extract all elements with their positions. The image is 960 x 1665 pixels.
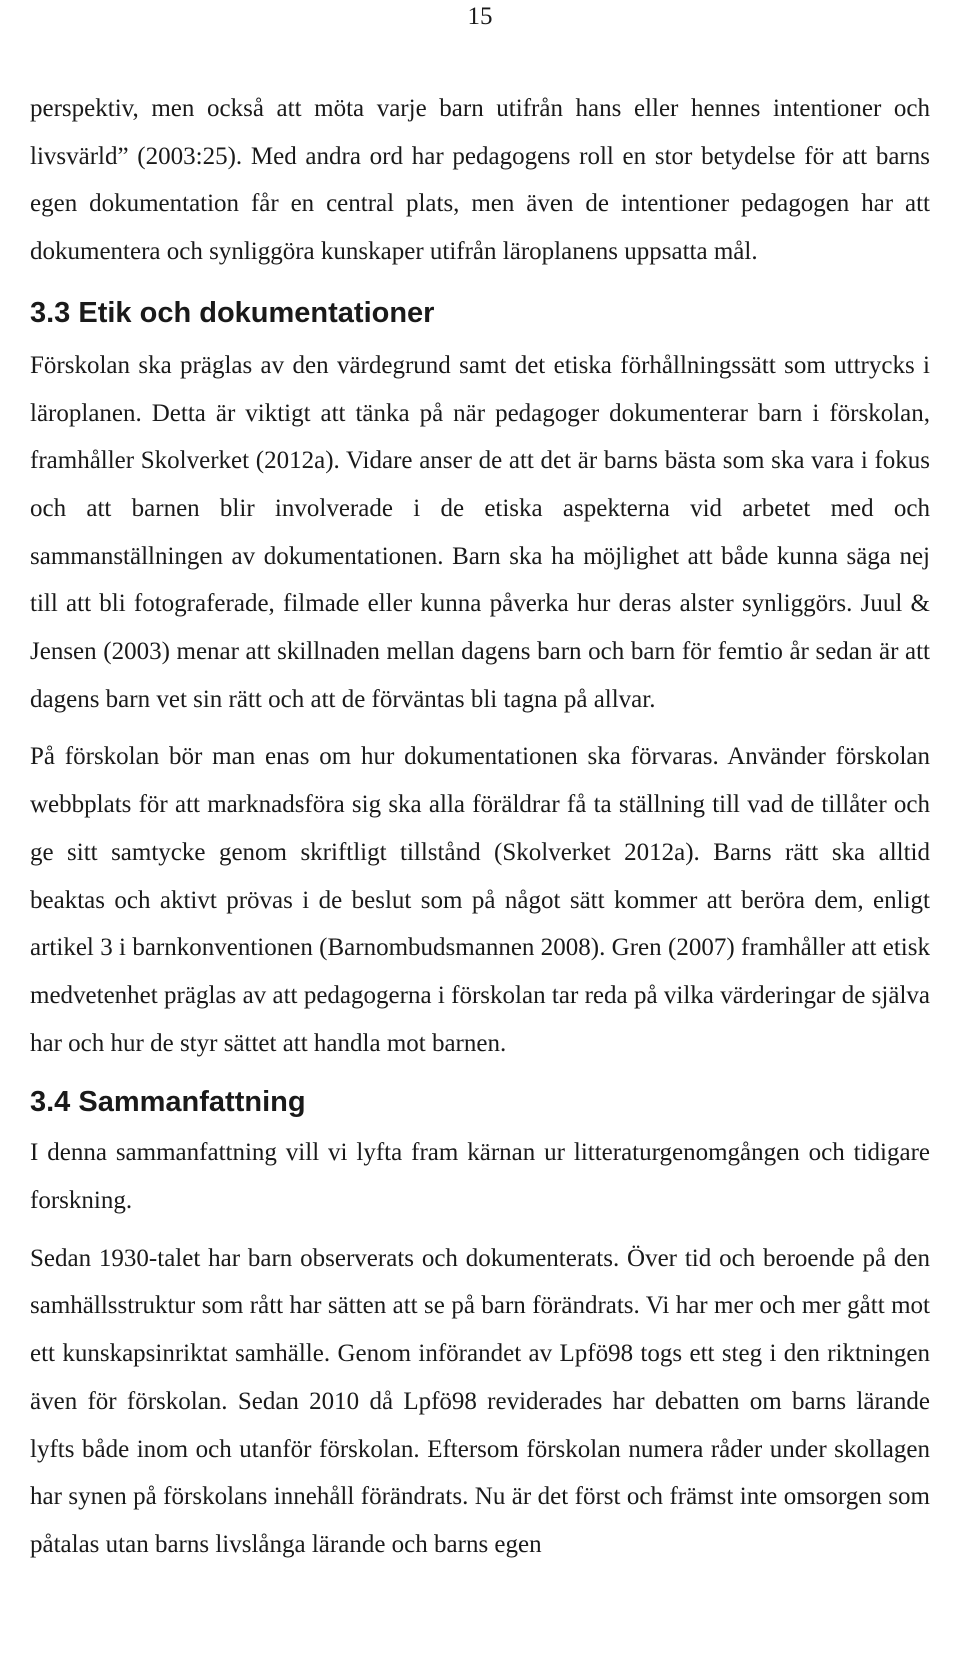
paragraph-vardegrund: Förskolan ska präglas av den värdegrund samt det etiska förhållningssätt som uttrycks i läroplanen. Detta är viktigt att tänka på när pedagoger dokumenterar barn i förskolan, framhåller Skolverket (2012a). Vidare anser de att det är barns bästa som ska vara i fokus och att barnen blir involverade i de etiska aspekterna vid arbetet med och sammanställningen av dokumentationen. Barn ska ha möjlighet att både kunna säga nej till att bli fotograferade, filmade eller kunna påverka hur deras alster synliggörs. Juul & Jensen (2003) menar att skillnaden mellan dagens barn och barn för femtio år sedan är att dagens barn vet sin rätt och att de förväntas bli tagna på allvar.	[30, 351, 930, 713]
heading-etik-och-dokumentationer: 3.3 Etik och dokumentationer	[30, 296, 435, 329]
paragraph-sammanfattning-intro: I denna sammanfattning vill vi lyfta fram kärnan ur litteraturgenomgången och tidigare forskning.	[30, 1139, 930, 1215]
paragraph-perspektiv: perspektiv, men också att möta varje barn utifrån hans eller hennes intentioner och livsvärld” (2003:25). Med andra ord har pedagogens roll en stor betydelse för att barns egen dokumentation får en central plats, men även de intentioner pedagogen har att dokumentera och synliggöra kunskaper utifrån läroplanens uppsatta mål.	[30, 95, 930, 266]
paragraph-historik: Sedan 1930-talet har barn observerats och dokumenterats. Över tid och beroende på den samhällsstruktur som rått har sätten att se på barn förändrats. Vi har mer och mer gått mot ett kunskapsinriktat samhälle. Genom införandet av Lpfö98 togs ett steg i den riktningen även för förskolan. Sedan 2010 då Lpfö98 reviderades har debatten om barns lärande lyfts både inom och utanför förskolan. Eftersom förskolan numera råder under skollagen har synen på förskolans innehåll förändrats. Nu är det först och främst inte omsorgen som påtalas utan barns livslånga lärande och barns egen	[30, 1244, 930, 1558]
page-number: 15	[467, 3, 493, 30]
paragraph-forvaring: På förskolan bör man enas om hur dokumentationen ska förvaras. Använder förskolan webbplats för att marknadsföra sig ska alla föräldrar få ta ställning till vad de tillåter och ge sitt samtycke genom skriftligt tillstånd (Skolverket 2012a). Barns rätt ska alltid beaktas och aktivt prövas i de beslut som på något sätt kommer att beröra dem, enligt artikel 3 i barnkonventionen (Barnombudsmannen 2008). Gren (2007) framhåller att etisk medvetenhet präglas av att pedagogerna i förskolan tar reda på vilka värderingar de själva har och hur de styr sättet att handla mot barnen.	[30, 743, 930, 1057]
heading-sammanfattning: 3.4 Sammanfattning	[30, 1086, 306, 1119]
page-content	[30, 85, 930, 1569]
